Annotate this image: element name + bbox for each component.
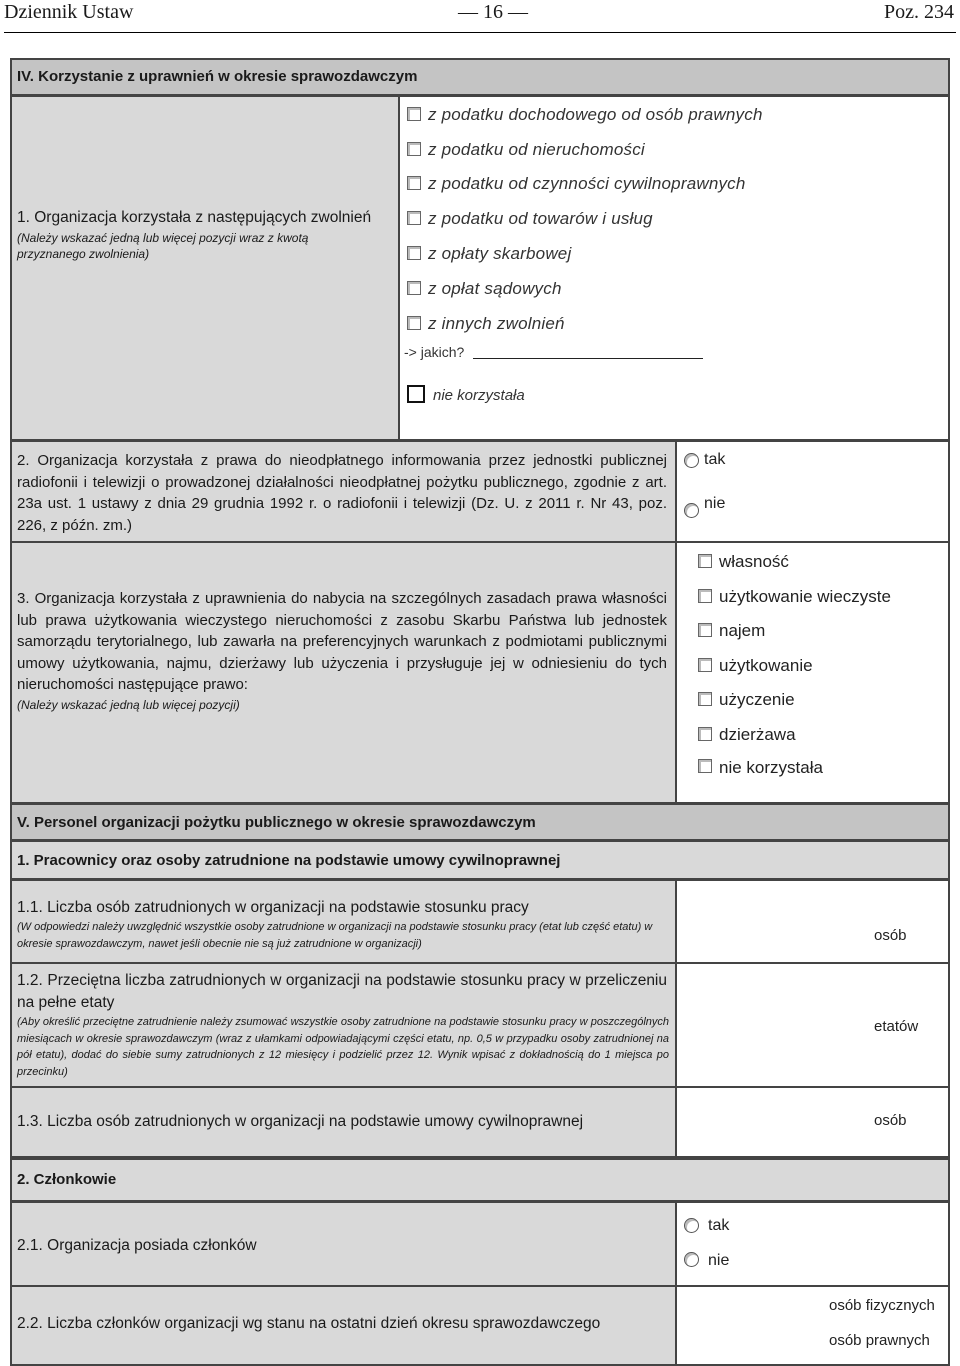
subsection-2-title-bar [10, 1158, 950, 1202]
q3-question: 3. Organizacja korzystała z uprawnienia do nabycia na szczególnych zasadach prawa własności lub prawa użytkowania wieczystego nieruchomości z zasobu Skarbu Państwa lub jednostek samorządu terytorialnego, lub zawarła na preferencyjnych warunkach z podmiotami publicznymi umowy użytkowania, najmu, dzierżawy lub użyczenia i przysługuje jej w odniesieniu do tych nieruchomości następujące prawo: [17, 590, 667, 693]
position-number: Poz. 234 [884, 1, 954, 23]
option-court-fees: z opłat sądowych [428, 279, 562, 298]
checkbox-stamp-duty[interactable] [407, 246, 421, 260]
q13-unit: osób [874, 1112, 907, 1129]
radio-q21-no[interactable] [684, 1252, 699, 1267]
q11-unit: osób [874, 927, 907, 944]
q21-option-no: nie [708, 1252, 730, 1269]
q12-unit: etatów [874, 1018, 919, 1035]
option-property-tax: z podatku od nieruchomości [428, 140, 645, 159]
q21-question: 2.1. Organizacja posiada członków [17, 1237, 257, 1254]
checkbox-not-used[interactable] [407, 385, 425, 403]
q2-question: 2. Organizacja korzystała z prawa do nieodpłatnego informowania przez jednostki publicznej radiofonii i telewizji o prowadzonej działalności nieodpłatnej pożytku publicznego, zgodnie z art. 23a ust. 1 ustawy z dnia 29 grudnia 1992 r. o radiofonii i telewizji (Dz. U. z 2011 r. Nr 43, poz. 226, z późn. zm.) [17, 452, 667, 534]
section-iv-title: IV. Korzystanie z uprawnień w okresie sprawozdawczym [17, 68, 418, 85]
q3-option-ownership: własność [719, 552, 789, 571]
checkbox-tenancy[interactable] [698, 727, 712, 741]
subsection-1-title: 1. Pracownicy oraz osoby zatrudnione na podstawie umowy cywilnoprawnej [17, 852, 561, 869]
radio-q2-yes[interactable] [684, 453, 699, 468]
other-exemptions-input-line[interactable] [473, 358, 703, 359]
q3-option-lending: użyczenie [719, 690, 795, 709]
header-rule [4, 32, 956, 33]
other-exemptions-label: -> jakich? [404, 344, 465, 360]
q13-answer-cell[interactable] [675, 1086, 950, 1158]
q22-question: 2.2. Liczba członków organizacji wg stanu na ostatni dzień okresu sprawozdawczego [17, 1315, 601, 1332]
q12-question: 1.2. Przeciętna liczba zatrudnionych w organizacji na podstawie stosunku pracy w przeliczeniu na pełne etaty [17, 972, 667, 1011]
checkbox-lease[interactable] [698, 623, 712, 637]
q1-hint: (Należy wskazać jedną lub więcej pozycji wraz z kwotą przyznanego zwolnienia) [17, 231, 309, 261]
option-not-used: nie korzystała [433, 387, 525, 404]
q1-question-cell [10, 95, 400, 441]
checkbox-income-tax[interactable] [407, 107, 421, 121]
q2-option-no: nie [704, 495, 726, 512]
q22-unit-natural-persons: osób fizycznych [829, 1297, 935, 1314]
q2-option-yes: tak [704, 451, 726, 468]
section-v-title: V. Personel organizacji pożytku publicznego w okresie sprawozdawczym [17, 814, 536, 831]
q3-option-not-used: nie korzystała [719, 758, 823, 777]
q22-unit-legal-persons: osób prawnych [829, 1332, 930, 1349]
checkbox-property-tax[interactable] [407, 142, 421, 156]
page-number: — 16 — [458, 1, 528, 23]
checkbox-usufruct[interactable] [698, 658, 712, 672]
page-header [0, 0, 960, 30]
checkbox-civil-law-tax[interactable] [407, 176, 421, 190]
q21-answer-cell [675, 1201, 950, 1287]
q3-option-usufruct: użytkowanie [719, 656, 813, 675]
radio-q2-no[interactable] [684, 503, 699, 518]
option-other-exemptions: z innych zwolnień [428, 314, 565, 333]
q11-hint: (W odpowiedzi należy uwzględnić wszystkie osoby zatrudnione w organizacji na podstawie stosunku pracy (etat lub część etatu) w okresie sprawozdawczym, nawet jeśli obecnie nie są już zatrudnione w organizacji) [17, 921, 653, 950]
q3-option-lease: najem [719, 621, 766, 640]
q3-option-tenancy: dzierżawa [719, 725, 796, 744]
option-income-tax: z podatku dochodowego od osób prawnych [428, 105, 763, 124]
q1-question: 1. Organizacja korzystała z następujących zwolnień [17, 209, 372, 226]
checkbox-vat[interactable] [407, 211, 421, 225]
journal-name: Dziennik Ustaw [4, 1, 134, 23]
option-civil-law-tax: z podatku od czynności cywilnoprawnych [428, 174, 746, 193]
checkbox-q3-not-used[interactable] [698, 759, 712, 773]
q3-option-perpetual-usufruct: użytkowanie wieczyste [719, 587, 891, 606]
q11-answer-cell[interactable] [675, 879, 950, 964]
checkbox-perpetual-usufruct[interactable] [698, 589, 712, 603]
q12-hint: (Aby określić przeciętne zatrudnienie należy zsumować wszystkie osoby zatrudnione na podstawie stosunku pracy w poszczególnych miesiącach w okresie sprawozdawczym (wraz z ułamkami odpowiadającymi części etatu, np. 0,5 w przypadku osoby zatrudnionej na pół etatu), dodać do siebie sumy zatrudnionych z 12 miesięcy i podzielić przez 12. Wynik wpisać z dokładnością do 1 miejsca po przecinku) [17, 1016, 669, 1078]
radio-q21-yes[interactable] [684, 1218, 699, 1233]
q3-hint: (Należy wskazać jedną lub więcej pozycji) [17, 698, 240, 712]
checkbox-other-exemptions[interactable] [407, 316, 421, 330]
q13-question: 1.3. Liczba osób zatrudnionych w organizacji na podstawie umowy cywilnoprawnej [17, 1113, 584, 1130]
subsection-2-title: 2. Członkowie [17, 1171, 117, 1188]
option-stamp-duty: z opłaty skarbowej [428, 244, 572, 263]
option-vat: z podatku od towarów i usług [428, 209, 653, 228]
checkbox-lending[interactable] [698, 692, 712, 706]
checkbox-court-fees[interactable] [407, 281, 421, 295]
q11-question: 1.1. Liczba osób zatrudnionych w organizacji na podstawie stosunku pracy [17, 899, 529, 916]
checkbox-ownership[interactable] [698, 554, 712, 568]
q21-option-yes: tak [708, 1217, 730, 1234]
